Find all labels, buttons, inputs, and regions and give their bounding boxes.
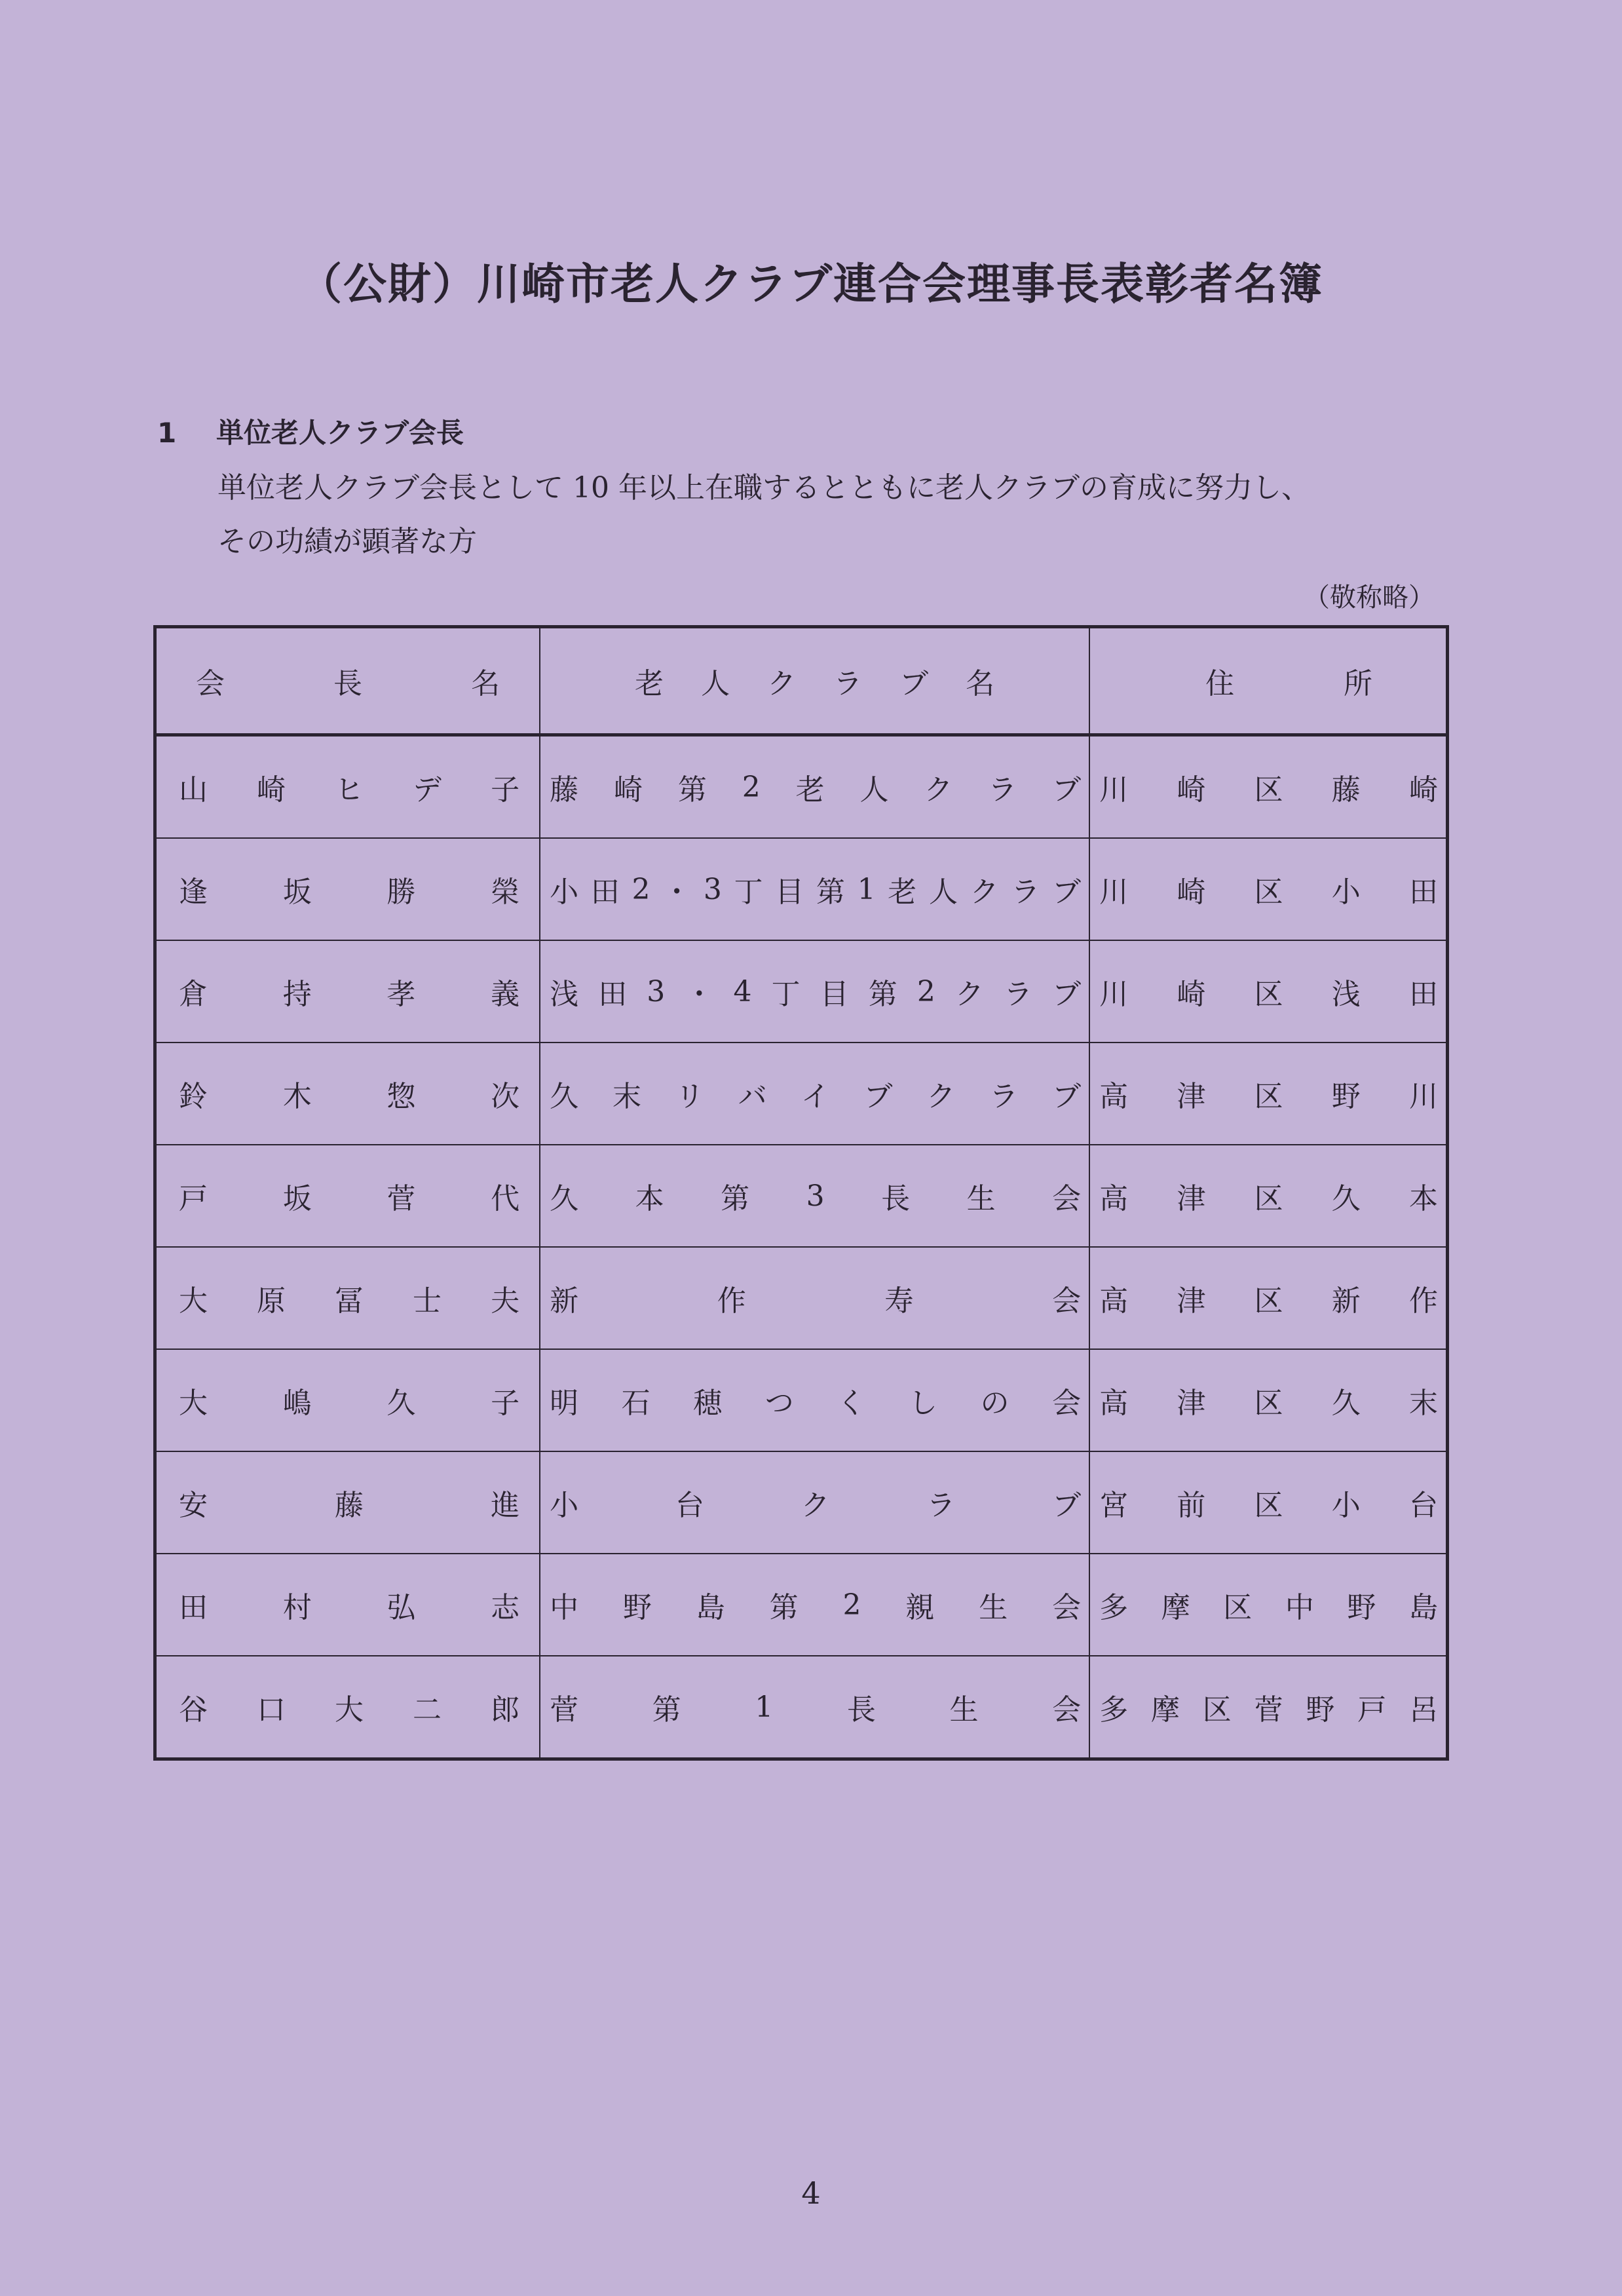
header-name-label xyxy=(174,660,522,702)
cell-club-char: 藤 xyxy=(550,773,579,807)
cell-club-char: 会 xyxy=(1052,1591,1082,1624)
cell-address-text xyxy=(1099,1277,1438,1319)
cell-name-char: 大 xyxy=(179,1387,208,1420)
cell-club-char: 台 xyxy=(675,1489,704,1522)
section-description-line-2: その功績が顕著な方 xyxy=(217,525,477,558)
cell-club-char: イ xyxy=(801,1080,830,1113)
cell-address-char: 久 xyxy=(1331,1387,1361,1420)
cell-name-char: 鈴 xyxy=(179,1080,208,1113)
cell-name-char: 久 xyxy=(387,1387,416,1420)
cell-club-char: 1 xyxy=(857,872,876,906)
cell-club-char: く xyxy=(837,1387,866,1420)
cell-club-char: の xyxy=(980,1387,1009,1420)
cell-name xyxy=(155,735,540,839)
cell-address xyxy=(1089,1145,1447,1247)
cell-address-char: 島 xyxy=(1408,1591,1438,1624)
cell-club-char: 会 xyxy=(1052,1693,1082,1727)
cell-name-char: 惣 xyxy=(387,1080,416,1113)
cell-club-char: 長 xyxy=(881,1182,911,1215)
cell-club-char: 老 xyxy=(888,875,917,909)
cell-address xyxy=(1089,1043,1447,1145)
cell-address-char: 崎 xyxy=(1177,978,1206,1011)
cell-address-char: 区 xyxy=(1202,1693,1232,1727)
cell-club-char: 2 xyxy=(742,770,761,804)
cell-club-char: 久 xyxy=(550,1080,579,1113)
cell-name-char: 夫 xyxy=(491,1284,520,1318)
cell-name-char: 菅 xyxy=(387,1182,416,1215)
table-row xyxy=(155,1145,1448,1247)
cell-name-text xyxy=(179,1277,519,1319)
cell-name-char: 倉 xyxy=(179,978,208,1011)
cell-address xyxy=(1089,1451,1447,1554)
table-row xyxy=(155,1043,1448,1145)
cell-club-char: 目 xyxy=(820,978,849,1011)
cell-name-char: 藤 xyxy=(335,1489,364,1522)
cell-address-char: 川 xyxy=(1409,1080,1438,1113)
header-club-label xyxy=(557,660,1072,702)
cell-club-char: 3 xyxy=(703,872,722,906)
cell-address-char: 区 xyxy=(1254,1080,1283,1113)
table-body xyxy=(155,735,1448,1759)
cell-club-char: 人 xyxy=(928,875,958,909)
section-description-line-1: 単位老人クラブ会長として 10 年以上在職するとともに老人クラブの育成に努力し、 xyxy=(217,471,1310,505)
cell-club-char: 寿 xyxy=(884,1284,914,1318)
cell-name-char: 安 xyxy=(179,1489,208,1522)
cell-club-char: 親 xyxy=(905,1591,935,1624)
cell-address-text xyxy=(1099,1584,1438,1626)
cell-address-char: 区 xyxy=(1254,875,1283,909)
cell-club-char: 明 xyxy=(550,1387,579,1420)
award-recipients-table xyxy=(153,625,1449,1761)
cell-club-char: 人 xyxy=(859,773,889,807)
cell-address-char: 台 xyxy=(1409,1489,1438,1522)
table-row xyxy=(155,838,1448,940)
header-club-char: 人 xyxy=(701,667,730,700)
header-club-name xyxy=(540,627,1089,735)
cell-address-char: 野 xyxy=(1306,1693,1335,1727)
cell-name-char: 嶋 xyxy=(282,1387,312,1420)
cell-club xyxy=(540,1554,1089,1656)
cell-address-char: 中 xyxy=(1285,1591,1314,1624)
cell-name-text xyxy=(179,1073,519,1115)
cell-club-char: 2 xyxy=(916,974,935,1008)
cell-address-char: 摩 xyxy=(1161,1591,1190,1624)
cell-name-char: 勝 xyxy=(387,875,416,909)
cell-name-char: 坂 xyxy=(282,875,312,909)
cell-address-char: 津 xyxy=(1177,1182,1206,1215)
cell-club-char: 2 xyxy=(842,1588,861,1622)
cell-club-char: ク xyxy=(801,1489,830,1522)
cell-name-char: 持 xyxy=(282,978,312,1011)
cell-club-text xyxy=(550,1175,1081,1217)
cell-club-char: ラ xyxy=(988,773,1017,807)
cell-club-text xyxy=(550,1073,1081,1115)
cell-name-char: 郎 xyxy=(491,1693,520,1727)
cell-name-char: 孝 xyxy=(387,978,416,1011)
cell-address-char: 川 xyxy=(1099,875,1129,909)
cell-name-char: 木 xyxy=(282,1080,312,1113)
cell-club-char: 浅 xyxy=(550,978,579,1011)
cell-name-char: 次 xyxy=(491,1080,520,1113)
cell-club-char: 第 xyxy=(677,773,707,807)
cell-club-char: 2 xyxy=(632,872,651,906)
cell-address-char: 区 xyxy=(1254,1182,1283,1215)
cell-club-char: ブ xyxy=(1052,875,1081,909)
cell-club-text xyxy=(550,1482,1081,1523)
cell-address-char: 区 xyxy=(1223,1591,1253,1624)
cell-club-char: 作 xyxy=(717,1284,746,1318)
cell-club-char: 崎 xyxy=(613,773,643,807)
cell-name xyxy=(155,1145,540,1247)
cell-club xyxy=(540,940,1089,1043)
cell-address-char: 田 xyxy=(1409,875,1438,909)
cell-club-char: 生 xyxy=(979,1591,1008,1624)
cell-address-char: 多 xyxy=(1099,1591,1129,1624)
cell-name-char: 士 xyxy=(413,1284,442,1318)
cell-club-char: 長 xyxy=(846,1693,876,1727)
cell-name-char: 志 xyxy=(491,1591,520,1624)
cell-club-char: 老 xyxy=(795,773,825,807)
cell-club-char: 1 xyxy=(755,1690,774,1724)
cell-club-char: ブ xyxy=(863,1080,893,1113)
cell-club-char: ラ xyxy=(989,1080,1019,1113)
table-row xyxy=(155,1247,1448,1349)
table-row xyxy=(155,735,1448,839)
cell-address-char: 野 xyxy=(1347,1591,1376,1624)
cell-club xyxy=(540,735,1089,839)
cell-address-char: 新 xyxy=(1331,1284,1361,1318)
cell-address-text xyxy=(1099,868,1438,910)
cell-name-char: 坂 xyxy=(282,1182,312,1215)
table-header-row xyxy=(155,627,1448,735)
cell-address xyxy=(1089,1349,1447,1451)
header-name-char: 長 xyxy=(333,667,363,700)
cell-address-char: 作 xyxy=(1409,1284,1438,1318)
cell-name-text xyxy=(179,970,519,1012)
cell-name-char: 逢 xyxy=(179,875,208,909)
cell-club-char: 会 xyxy=(1052,1182,1082,1215)
cell-club xyxy=(540,1247,1089,1349)
cell-name-char: 村 xyxy=(282,1591,312,1624)
cell-club-char: ラ xyxy=(1011,875,1040,909)
cell-address-char: 宮 xyxy=(1099,1489,1129,1522)
cell-club-char: 4 xyxy=(733,974,752,1008)
cell-name-char: 大 xyxy=(335,1693,364,1727)
cell-club-char: 第 xyxy=(769,1591,799,1624)
cell-address-char: 区 xyxy=(1254,978,1283,1011)
table-row xyxy=(155,1349,1448,1451)
table-row xyxy=(155,940,1448,1043)
cell-club-char: 田 xyxy=(598,978,628,1011)
cell-name-char: 代 xyxy=(491,1182,520,1215)
cell-club xyxy=(540,1656,1089,1759)
cell-club-char: 生 xyxy=(949,1693,979,1727)
table-row xyxy=(155,1656,1448,1759)
cell-club-char: ク xyxy=(926,1080,956,1113)
cell-address-char: 菅 xyxy=(1254,1693,1283,1727)
cell-club-char: つ xyxy=(764,1387,794,1420)
cell-club-char: ブ xyxy=(1052,978,1082,1011)
cell-club-char: 第 xyxy=(721,1182,750,1215)
cell-address-text xyxy=(1099,1073,1438,1115)
header-address-char: 所 xyxy=(1344,667,1372,700)
cell-address-char: 高 xyxy=(1099,1182,1129,1215)
cell-club-char: リ xyxy=(675,1080,704,1113)
cell-address-char: 浅 xyxy=(1331,978,1361,1011)
cell-club-char: 中 xyxy=(550,1591,579,1624)
cell-club-char: 島 xyxy=(696,1591,725,1624)
cell-address-text xyxy=(1099,1175,1438,1217)
cell-club xyxy=(540,1451,1089,1554)
cell-club-char: 会 xyxy=(1052,1387,1082,1420)
cell-name-char: 子 xyxy=(491,773,520,807)
cell-address xyxy=(1089,735,1447,839)
cell-club-char: ブ xyxy=(1052,1080,1082,1113)
cell-club-char: 石 xyxy=(621,1387,651,1420)
cell-address-char: 崎 xyxy=(1409,773,1438,807)
cell-club-char: ク xyxy=(924,773,953,807)
cell-club-char: 新 xyxy=(550,1284,579,1318)
cell-address-char: 田 xyxy=(1409,978,1438,1011)
cell-address xyxy=(1089,1247,1447,1349)
cell-name-char: 山 xyxy=(179,773,208,807)
header-club-char: ブ xyxy=(899,667,929,700)
cell-club-char: 田 xyxy=(590,875,620,909)
cell-name-char: 田 xyxy=(179,1591,208,1624)
honorific-note: （敬称略） xyxy=(1304,583,1435,613)
cell-address xyxy=(1089,1656,1447,1759)
cell-club-text xyxy=(550,766,1081,808)
cell-address-char: 戸 xyxy=(1357,1693,1387,1727)
cell-club-char: 菅 xyxy=(550,1693,579,1727)
cell-name-char: 口 xyxy=(257,1693,286,1727)
cell-club-char: 末 xyxy=(612,1080,641,1113)
cell-club-char: し xyxy=(908,1387,937,1420)
cell-address xyxy=(1089,940,1447,1043)
page-title: （公財）川崎市老人クラブ連合会理事長表彰者名簿 xyxy=(299,259,1323,309)
section-number: 1 xyxy=(157,417,177,449)
table-row xyxy=(155,1554,1448,1656)
table-row xyxy=(155,1451,1448,1554)
cell-club-char: 本 xyxy=(635,1182,664,1215)
cell-name xyxy=(155,1451,540,1554)
cell-club-char: 3 xyxy=(647,974,666,1008)
cell-address-char: 高 xyxy=(1099,1284,1129,1318)
cell-address-char: 川 xyxy=(1099,978,1129,1011)
cell-address-char: 崎 xyxy=(1177,773,1206,807)
header-club-char: 名 xyxy=(966,667,995,700)
cell-address-char: 野 xyxy=(1331,1080,1361,1113)
cell-name-text xyxy=(179,1482,519,1523)
cell-address-char: 津 xyxy=(1177,1080,1206,1113)
cell-address xyxy=(1089,1554,1447,1656)
header-name-char: 会 xyxy=(196,667,225,700)
cell-name xyxy=(155,1043,540,1145)
cell-club-char: 久 xyxy=(550,1182,579,1215)
cell-name xyxy=(155,1349,540,1451)
cell-club-char: ク xyxy=(954,978,984,1011)
cell-address-char: 末 xyxy=(1409,1387,1438,1420)
cell-club-char: 第 xyxy=(868,978,897,1011)
cell-club-char: 目 xyxy=(775,875,804,909)
section-heading xyxy=(157,411,464,451)
section-heading-text: 単位老人クラブ会長 xyxy=(216,417,464,449)
cell-address-char: 高 xyxy=(1099,1387,1129,1420)
cell-name-char: 榮 xyxy=(491,875,520,909)
cell-club-char: 3 xyxy=(806,1179,825,1213)
cell-name-char: 崎 xyxy=(257,773,286,807)
cell-name-char: 子 xyxy=(491,1387,520,1420)
cell-address-char: 小 xyxy=(1331,875,1361,909)
cell-club-text xyxy=(550,1686,1081,1728)
cell-club-char: ラ xyxy=(926,1489,956,1522)
cell-name xyxy=(155,1656,540,1759)
cell-name-char: 義 xyxy=(491,978,520,1011)
cell-address-char: 呂 xyxy=(1409,1693,1438,1727)
cell-club-text xyxy=(550,868,1081,910)
cell-club-char: ブ xyxy=(1052,773,1082,807)
cell-name-char: ヒ xyxy=(335,773,364,807)
cell-address-char: 区 xyxy=(1254,773,1283,807)
cell-club-char: 小 xyxy=(550,1489,579,1522)
cell-club-char: 生 xyxy=(966,1182,996,1215)
cell-club-char: 丁 xyxy=(771,978,801,1011)
cell-name-char: デ xyxy=(413,773,442,807)
cell-name-text xyxy=(179,1379,519,1421)
cell-name-char: 原 xyxy=(257,1284,286,1318)
cell-club-char: ・ xyxy=(685,978,714,1011)
cell-name-text xyxy=(179,1175,519,1217)
header-address-label xyxy=(1107,660,1429,702)
cell-name-char: 冨 xyxy=(335,1284,364,1318)
cell-club xyxy=(540,1043,1089,1145)
header-chairman-name xyxy=(155,627,540,735)
cell-name-char: 大 xyxy=(179,1284,208,1318)
cell-club-text xyxy=(550,1277,1081,1319)
cell-name-text xyxy=(179,766,519,808)
cell-address-char: 本 xyxy=(1409,1182,1438,1215)
cell-name xyxy=(155,1247,540,1349)
cell-name xyxy=(155,940,540,1043)
cell-address xyxy=(1089,838,1447,940)
header-address xyxy=(1089,627,1447,735)
cell-club-text xyxy=(550,1584,1081,1626)
cell-name xyxy=(155,838,540,940)
cell-address-char: 区 xyxy=(1254,1489,1283,1522)
cell-club-char: ブ xyxy=(1052,1489,1082,1522)
cell-address-char: 摩 xyxy=(1150,1693,1180,1727)
cell-club-char: ク xyxy=(970,875,999,909)
cell-address-text xyxy=(1099,970,1438,1012)
cell-club-text xyxy=(550,1379,1081,1421)
cell-club-char: バ xyxy=(738,1080,767,1113)
cell-address-char: 藤 xyxy=(1331,773,1361,807)
cell-name-char: 谷 xyxy=(179,1693,208,1727)
cell-address-char: 高 xyxy=(1099,1080,1129,1113)
cell-club xyxy=(540,1349,1089,1451)
cell-address-char: 崎 xyxy=(1177,875,1206,909)
cell-name-char: 二 xyxy=(413,1693,442,1727)
header-club-char: 老 xyxy=(635,667,664,700)
cell-club xyxy=(540,1145,1089,1247)
cell-name-char: 進 xyxy=(491,1489,520,1522)
cell-club-char: 野 xyxy=(622,1591,652,1624)
cell-address-char: 川 xyxy=(1099,773,1129,807)
cell-address-char: 区 xyxy=(1254,1387,1283,1420)
header-address-char: 住 xyxy=(1205,667,1235,700)
cell-address-char: 久 xyxy=(1331,1182,1361,1215)
cell-address-char: 前 xyxy=(1177,1489,1206,1522)
cell-club-char: 第 xyxy=(652,1693,681,1727)
cell-club-char: 丁 xyxy=(734,875,763,909)
cell-club xyxy=(540,838,1089,940)
header-club-char: ラ xyxy=(833,667,863,700)
header-name-char: 名 xyxy=(471,667,500,700)
cell-name xyxy=(155,1554,540,1656)
cell-address-text xyxy=(1099,1482,1438,1523)
cell-club-char: 第 xyxy=(816,875,845,909)
cell-club-text xyxy=(550,970,1081,1012)
cell-club-char: ラ xyxy=(1004,978,1032,1011)
cell-name-char: 戸 xyxy=(179,1182,208,1215)
cell-address-char: 小 xyxy=(1331,1489,1361,1522)
cell-name-text xyxy=(179,868,519,910)
cell-name-text xyxy=(179,1584,519,1626)
cell-address-char: 多 xyxy=(1099,1693,1129,1727)
cell-club-char: 小 xyxy=(550,875,579,909)
cell-address-char: 津 xyxy=(1177,1284,1206,1318)
cell-address-text xyxy=(1099,1379,1438,1421)
cell-club-char: ・ xyxy=(662,875,692,909)
cell-club-char: 穂 xyxy=(693,1387,723,1420)
cell-name-char: 弘 xyxy=(387,1591,416,1624)
page-number: 4 xyxy=(801,2175,821,2211)
cell-address-char: 津 xyxy=(1177,1387,1206,1420)
cell-address-char: 区 xyxy=(1254,1284,1283,1318)
cell-address-text xyxy=(1099,1686,1438,1728)
cell-address-text xyxy=(1099,766,1438,808)
header-club-char: ク xyxy=(767,667,797,700)
cell-club-char: 会 xyxy=(1052,1284,1082,1318)
cell-name-text xyxy=(179,1686,519,1728)
